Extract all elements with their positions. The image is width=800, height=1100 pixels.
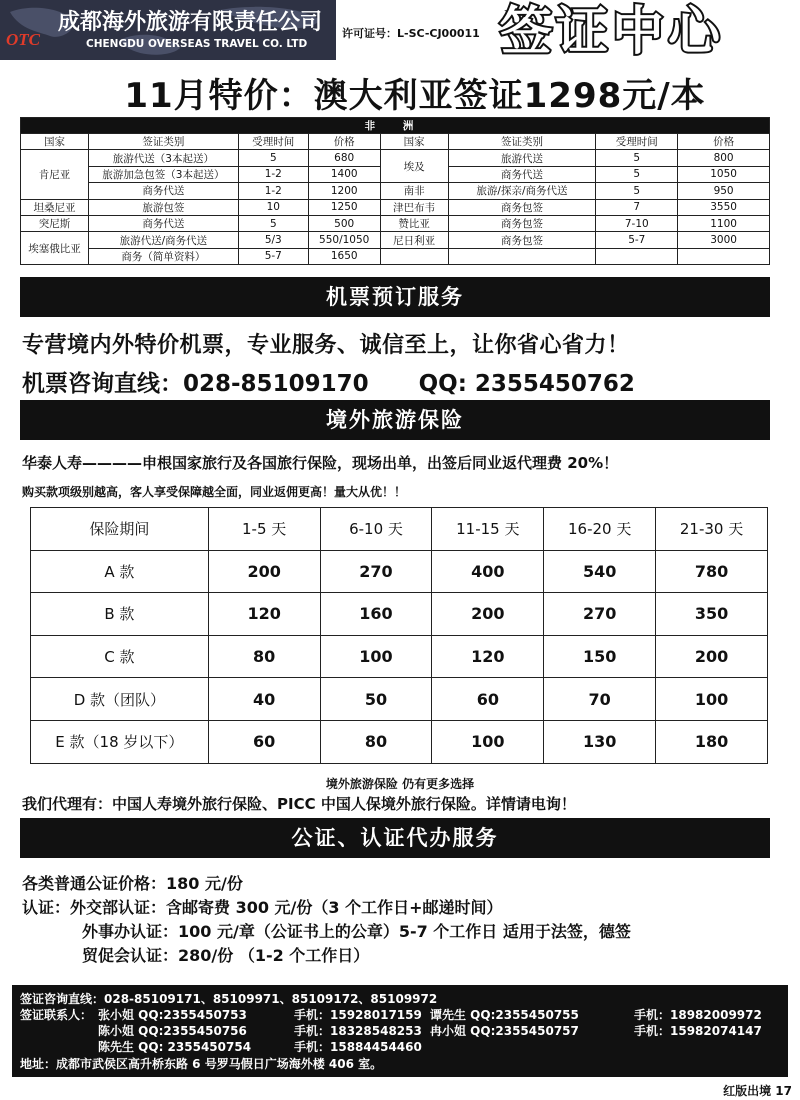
table-cell	[448, 248, 596, 264]
country-cell: 坦桑尼亚	[21, 199, 89, 215]
table-cell: 1-2	[238, 183, 308, 199]
country-cell: 突尼斯	[21, 215, 89, 231]
insurance-more-title: 境外旅游保险 仍有更多选择	[325, 777, 475, 791]
col-header: 国家	[380, 134, 448, 150]
insurance-note: 购买款项级别越高，客人享受保障越全面，同业返佣更高！量大从优！！	[22, 485, 407, 499]
table-cell: 7-10	[596, 215, 678, 231]
otc-logo: OTC	[6, 30, 40, 49]
table-row	[21, 199, 770, 215]
col-header: 6-10 天	[320, 508, 432, 551]
table-cell: 3550	[678, 199, 770, 215]
table-cell: 1200	[308, 183, 380, 199]
table-cell: 60	[208, 720, 320, 763]
table-cell: 旅游包签	[88, 199, 238, 215]
contact-entry: 陈小姐 QQ:2355450756	[98, 1024, 247, 1038]
contact-phone: 手机：15928017159	[294, 1008, 422, 1022]
company-name-cn: 成都海外旅游有限责任公司	[58, 9, 323, 35]
table-cell: 540	[544, 550, 656, 593]
promo-headline: 11月特价：澳大利亚签证1298元/本	[124, 76, 706, 116]
table-cell: 5-7	[238, 248, 308, 264]
table-cell: 150	[544, 635, 656, 678]
country-cell: 赞比亚	[380, 215, 448, 231]
table-cell: 160	[320, 593, 432, 636]
table-cell: 5/3	[238, 232, 308, 248]
contact-entry: 冉小姐 QQ:2355450757	[430, 1024, 579, 1038]
table-cell: 5	[238, 215, 308, 231]
insurance-price-table	[30, 507, 768, 764]
ticket-section-bar: 机票预订服务	[20, 277, 770, 317]
col-header: 1-5 天	[208, 508, 320, 551]
contact-phone: 手机：18982009972	[634, 1008, 762, 1022]
row-label: A 款	[31, 550, 209, 593]
country-cell: 肯尼亚	[21, 150, 89, 199]
table-row	[31, 678, 768, 721]
company-logo-banner	[0, 0, 336, 60]
col-header: 价格	[308, 134, 380, 150]
contact-entry: 张小姐 QQ:2355450753	[98, 1008, 247, 1022]
table-cell: 100	[320, 635, 432, 678]
table-row	[21, 232, 770, 248]
table-cell: 100	[656, 678, 768, 721]
col-header: 签证类别	[88, 134, 238, 150]
table-cell	[380, 248, 448, 264]
insurance-section-bar: 境外旅游保险	[20, 400, 770, 440]
page-label: 红版出境 17	[723, 1084, 792, 1098]
table-cell: 10	[238, 199, 308, 215]
country-cell: 埃塞俄比亚	[21, 232, 89, 265]
table-cell: 680	[308, 150, 380, 166]
visa-hotline: 签证咨询直线：028-85109171、85109971、85109172、85109972	[20, 992, 438, 1006]
region-header: 非 洲	[21, 118, 770, 134]
company-name-en: CHENGDU OVERSEAS TRAVEL CO. LTD	[86, 38, 308, 50]
table-row	[31, 720, 768, 763]
ticket-hotline: 机票咨询直线：028-85109170	[22, 371, 369, 397]
table-cell: 200	[656, 635, 768, 678]
contacts-label: 签证联系人：	[20, 1008, 93, 1022]
ticket-contact	[22, 365, 635, 398]
table-cell: 350	[656, 593, 768, 636]
table-cell: 120	[208, 593, 320, 636]
ticket-qq: QQ: 2355450762	[418, 371, 635, 397]
table-cell: 5	[596, 166, 678, 182]
country-cell: 津巴布韦	[380, 199, 448, 215]
table-cell: 旅游代送（3本起送）	[88, 150, 238, 166]
license-number: 许可证号：L-SC-CJ00011	[342, 27, 480, 40]
table-row	[31, 635, 768, 678]
col-header: 价格	[678, 134, 770, 150]
table-cell: 1-2	[238, 166, 308, 182]
address: 地址：成都市武侯区高升桥东路 6 号罗马假日广场海外楼 406 室。	[20, 1057, 383, 1071]
contact-entry: 陈先生 QQ: 2355450754	[98, 1040, 252, 1054]
table-cell: 旅游代送	[448, 150, 596, 166]
table-cell	[596, 248, 678, 264]
row-label: C 款	[31, 635, 209, 678]
table-row	[21, 183, 770, 199]
table-cell: 1650	[308, 248, 380, 264]
table-cell: 100	[432, 720, 544, 763]
table-cell: 180	[656, 720, 768, 763]
col-header: 21-30 天	[656, 508, 768, 551]
table-row	[21, 150, 770, 166]
table-cell: 商务包签	[448, 199, 596, 215]
table-cell: 80	[208, 635, 320, 678]
row-label: D 款（团队）	[31, 678, 209, 721]
table-cell: 550/1050	[308, 232, 380, 248]
table-cell: 200	[432, 593, 544, 636]
visa-center-title: 签证中心	[500, 2, 725, 62]
contact-phone: 手机：15982074147	[634, 1024, 762, 1038]
table-cell: 270	[320, 550, 432, 593]
table-cell: 7	[596, 199, 678, 215]
table-header-row	[21, 134, 770, 150]
table-cell: 950	[678, 183, 770, 199]
table-cell: 70	[544, 678, 656, 721]
col-header: 国家	[21, 134, 89, 150]
contact-phone: 手机：18328548253	[294, 1024, 422, 1038]
table-cell: 商务代送	[88, 183, 238, 199]
table-cell: 1250	[308, 199, 380, 215]
notary-price: 各类普通公证价格：180 元/份	[22, 874, 243, 893]
table-cell: 旅游/探亲/商务代送	[448, 183, 596, 199]
col-header: 签证类别	[448, 134, 596, 150]
table-cell: 1400	[308, 166, 380, 182]
col-header: 受理时间	[596, 134, 678, 150]
table-cell: 80	[320, 720, 432, 763]
table-cell: 商务代送	[448, 166, 596, 182]
table-cell: 商务代送	[88, 215, 238, 231]
table-cell: 60	[432, 678, 544, 721]
table-cell: 商务包签	[448, 232, 596, 248]
table-row	[31, 593, 768, 636]
col-header: 受理时间	[238, 134, 308, 150]
table-cell: 5	[596, 150, 678, 166]
table-cell: 50	[320, 678, 432, 721]
table-cell: 旅游代送/商务代送	[88, 232, 238, 248]
table-cell: 200	[208, 550, 320, 593]
table-cell: 旅游加急包签（3本起送）	[88, 166, 238, 182]
table-row	[31, 550, 768, 593]
country-cell: 南非	[380, 183, 448, 199]
table-cell: 130	[544, 720, 656, 763]
notary-section-bar: 公证、认证代办服务	[20, 818, 770, 858]
table-cell: 500	[308, 215, 380, 231]
contact-footer	[12, 985, 788, 1077]
table-cell: 5-7	[596, 232, 678, 248]
table-cell: 1050	[678, 166, 770, 182]
table-cell: 5	[238, 150, 308, 166]
row-label: E 款（18 岁以下）	[31, 720, 209, 763]
contact-entry: 谭先生 QQ:2355450755	[430, 1008, 579, 1022]
table-cell: 120	[432, 635, 544, 678]
table-cell	[678, 248, 770, 264]
ticket-slogan: 专营境内外特价机票，专业服务、诚信至上，让你省心省力！	[22, 333, 630, 358]
contact-phone: 手机：15884454460	[294, 1040, 422, 1054]
country-cell: 埃及	[380, 150, 448, 183]
table-cell: 商务（简单资料）	[88, 248, 238, 264]
table-header-row	[31, 508, 768, 551]
table-cell: 780	[656, 550, 768, 593]
table-cell: 5	[596, 183, 678, 199]
col-header: 保险期间	[31, 508, 209, 551]
col-header: 16-20 天	[544, 508, 656, 551]
table-cell: 3000	[678, 232, 770, 248]
africa-visa-table	[20, 117, 770, 265]
table-row	[21, 248, 770, 264]
insurance-intro: 华泰人寿————申根国家旅行及各国旅行保险，现场出单，出签后同业返代理费 20%！	[22, 454, 619, 472]
table-row	[21, 215, 770, 231]
notary-ccpit: 贸促会认证：280/份 （1-2 个工作日）	[82, 946, 370, 965]
col-header: 11-15 天	[432, 508, 544, 551]
row-label: B 款	[31, 593, 209, 636]
table-cell: 40	[208, 678, 320, 721]
insurance-agents: 我们代理有：中国人寿境外旅行保险、PICC 中国人保境外旅行保险。详情请电询！	[22, 795, 576, 813]
header	[0, 0, 800, 60]
notary-foreign-affairs: 外事办认证：100 元/章（公证书上的公章）5-7 个工作日 适用于法签，德签	[82, 922, 631, 941]
table-cell: 400	[432, 550, 544, 593]
table-cell: 800	[678, 150, 770, 166]
country-cell: 尼日利亚	[380, 232, 448, 248]
table-cell: 270	[544, 593, 656, 636]
notary-mfa: 认证：外交部认证：含邮寄费 300 元/份（3 个工作日+邮递时间）	[22, 898, 503, 917]
table-cell: 1100	[678, 215, 770, 231]
table-cell: 商务包签	[448, 215, 596, 231]
